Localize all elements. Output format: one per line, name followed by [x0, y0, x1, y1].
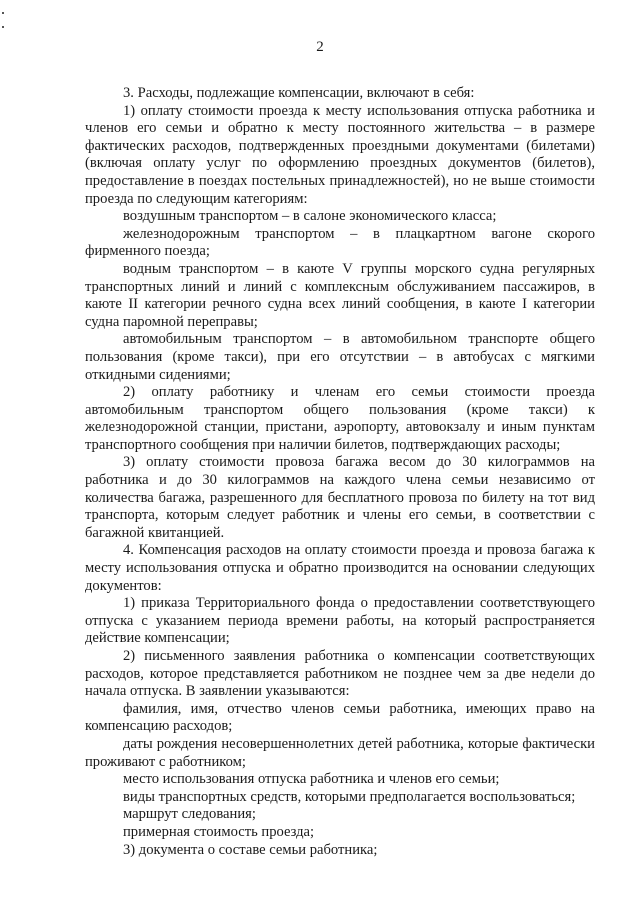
paragraph: виды транспортных средств, которыми предполагается воспользоваться;	[123, 788, 576, 805]
margin-mark	[2, 12, 4, 14]
document-body	[85, 85, 595, 859]
paragraph: даты рождения несовершеннолетних детей работника, которые фактически проживают с работником;	[85, 735, 595, 770]
page-number: 2	[316, 39, 324, 55]
paragraph: место использования отпуска работника и членов его семьи;	[123, 771, 500, 788]
paragraph: 3) документа о составе семьи работника;	[123, 841, 378, 858]
paragraph: 2) письменного заявления работника о компенсации соответствующих расходов, которое представляется работником не позднее чем за две недели до начала отпуска. В заявлении указываются:	[85, 648, 595, 700]
paragraph: маршрут следования;	[123, 806, 256, 823]
paragraph: воздушным транспортом – в салоне экономического класса;	[123, 208, 497, 225]
paragraph: водным транспортом – в каюте V группы морского судна регулярных транспортных линий и линий с комплексным обслуживанием пассажиров, в каюте II категории речного судна всех линий сообщения, в каюте I категории судна паромной переправы;	[85, 260, 595, 330]
paragraph: железнодорожным транспортом – в плацкартном вагоне скорого фирменного поезда;	[85, 225, 595, 260]
paragraph: примерная стоимость проезда;	[123, 823, 315, 840]
paragraph: 1) оплату стоимости проезда к месту использования отпуска работника и членов его семьи и обратно к месту постоянного жительства – в размере фактических расходов, подтвержденных проездными документами (билетами) (включая оплату услуг по оформлению проездных документов (билетов), предоставление в поездах постельных принадлежностей), но не выше стоимости проезда по следующим категориям:	[85, 102, 595, 207]
margin-mark	[2, 26, 4, 28]
paragraph: автомобильным транспортом – в автомобильном транспорте общего пользования (кроме такси), при его отсутствии – в автобусах с мягкими откидными сидениями;	[85, 331, 595, 383]
paragraph: 2) оплату работнику и членам его семьи стоимости проезда автомобильным транспортом общего пользования (кроме такси) к железнодорожной станции, пристани, аэропорту, автовокзалу и иным пунктам транспортного сообщения при наличии билетов, подтверждающих расходы;	[85, 384, 595, 453]
paragraph: 4. Компенсация расходов на оплату стоимости проезда и провоза багажа к месту использования отпуска и обратно производится на основании следующих документов:	[85, 542, 595, 594]
paragraph: 1) приказа Территориального фонда о предоставлении соответствующего отпуска с указанием периода времени работы, на который распространяется действие компенсации;	[85, 595, 595, 647]
paragraph: 3) оплату стоимости провоза багажа весом до 30 килограммов на работника и до 30 килограммов на каждого члена семьи независимо от количества багажа, разрешенного для бесплатного провоза по билету на тот вид транспорта, которым следует работник и члены его семьи, в соответствии с багажной квитанцией.	[85, 454, 595, 541]
paragraph: 3. Расходы, подлежащие компенсации, включают в себя:	[123, 85, 475, 101]
paragraph: фамилия, имя, отчество членов семьи работника, имеющих право на компенсацию расходов;	[85, 700, 595, 735]
